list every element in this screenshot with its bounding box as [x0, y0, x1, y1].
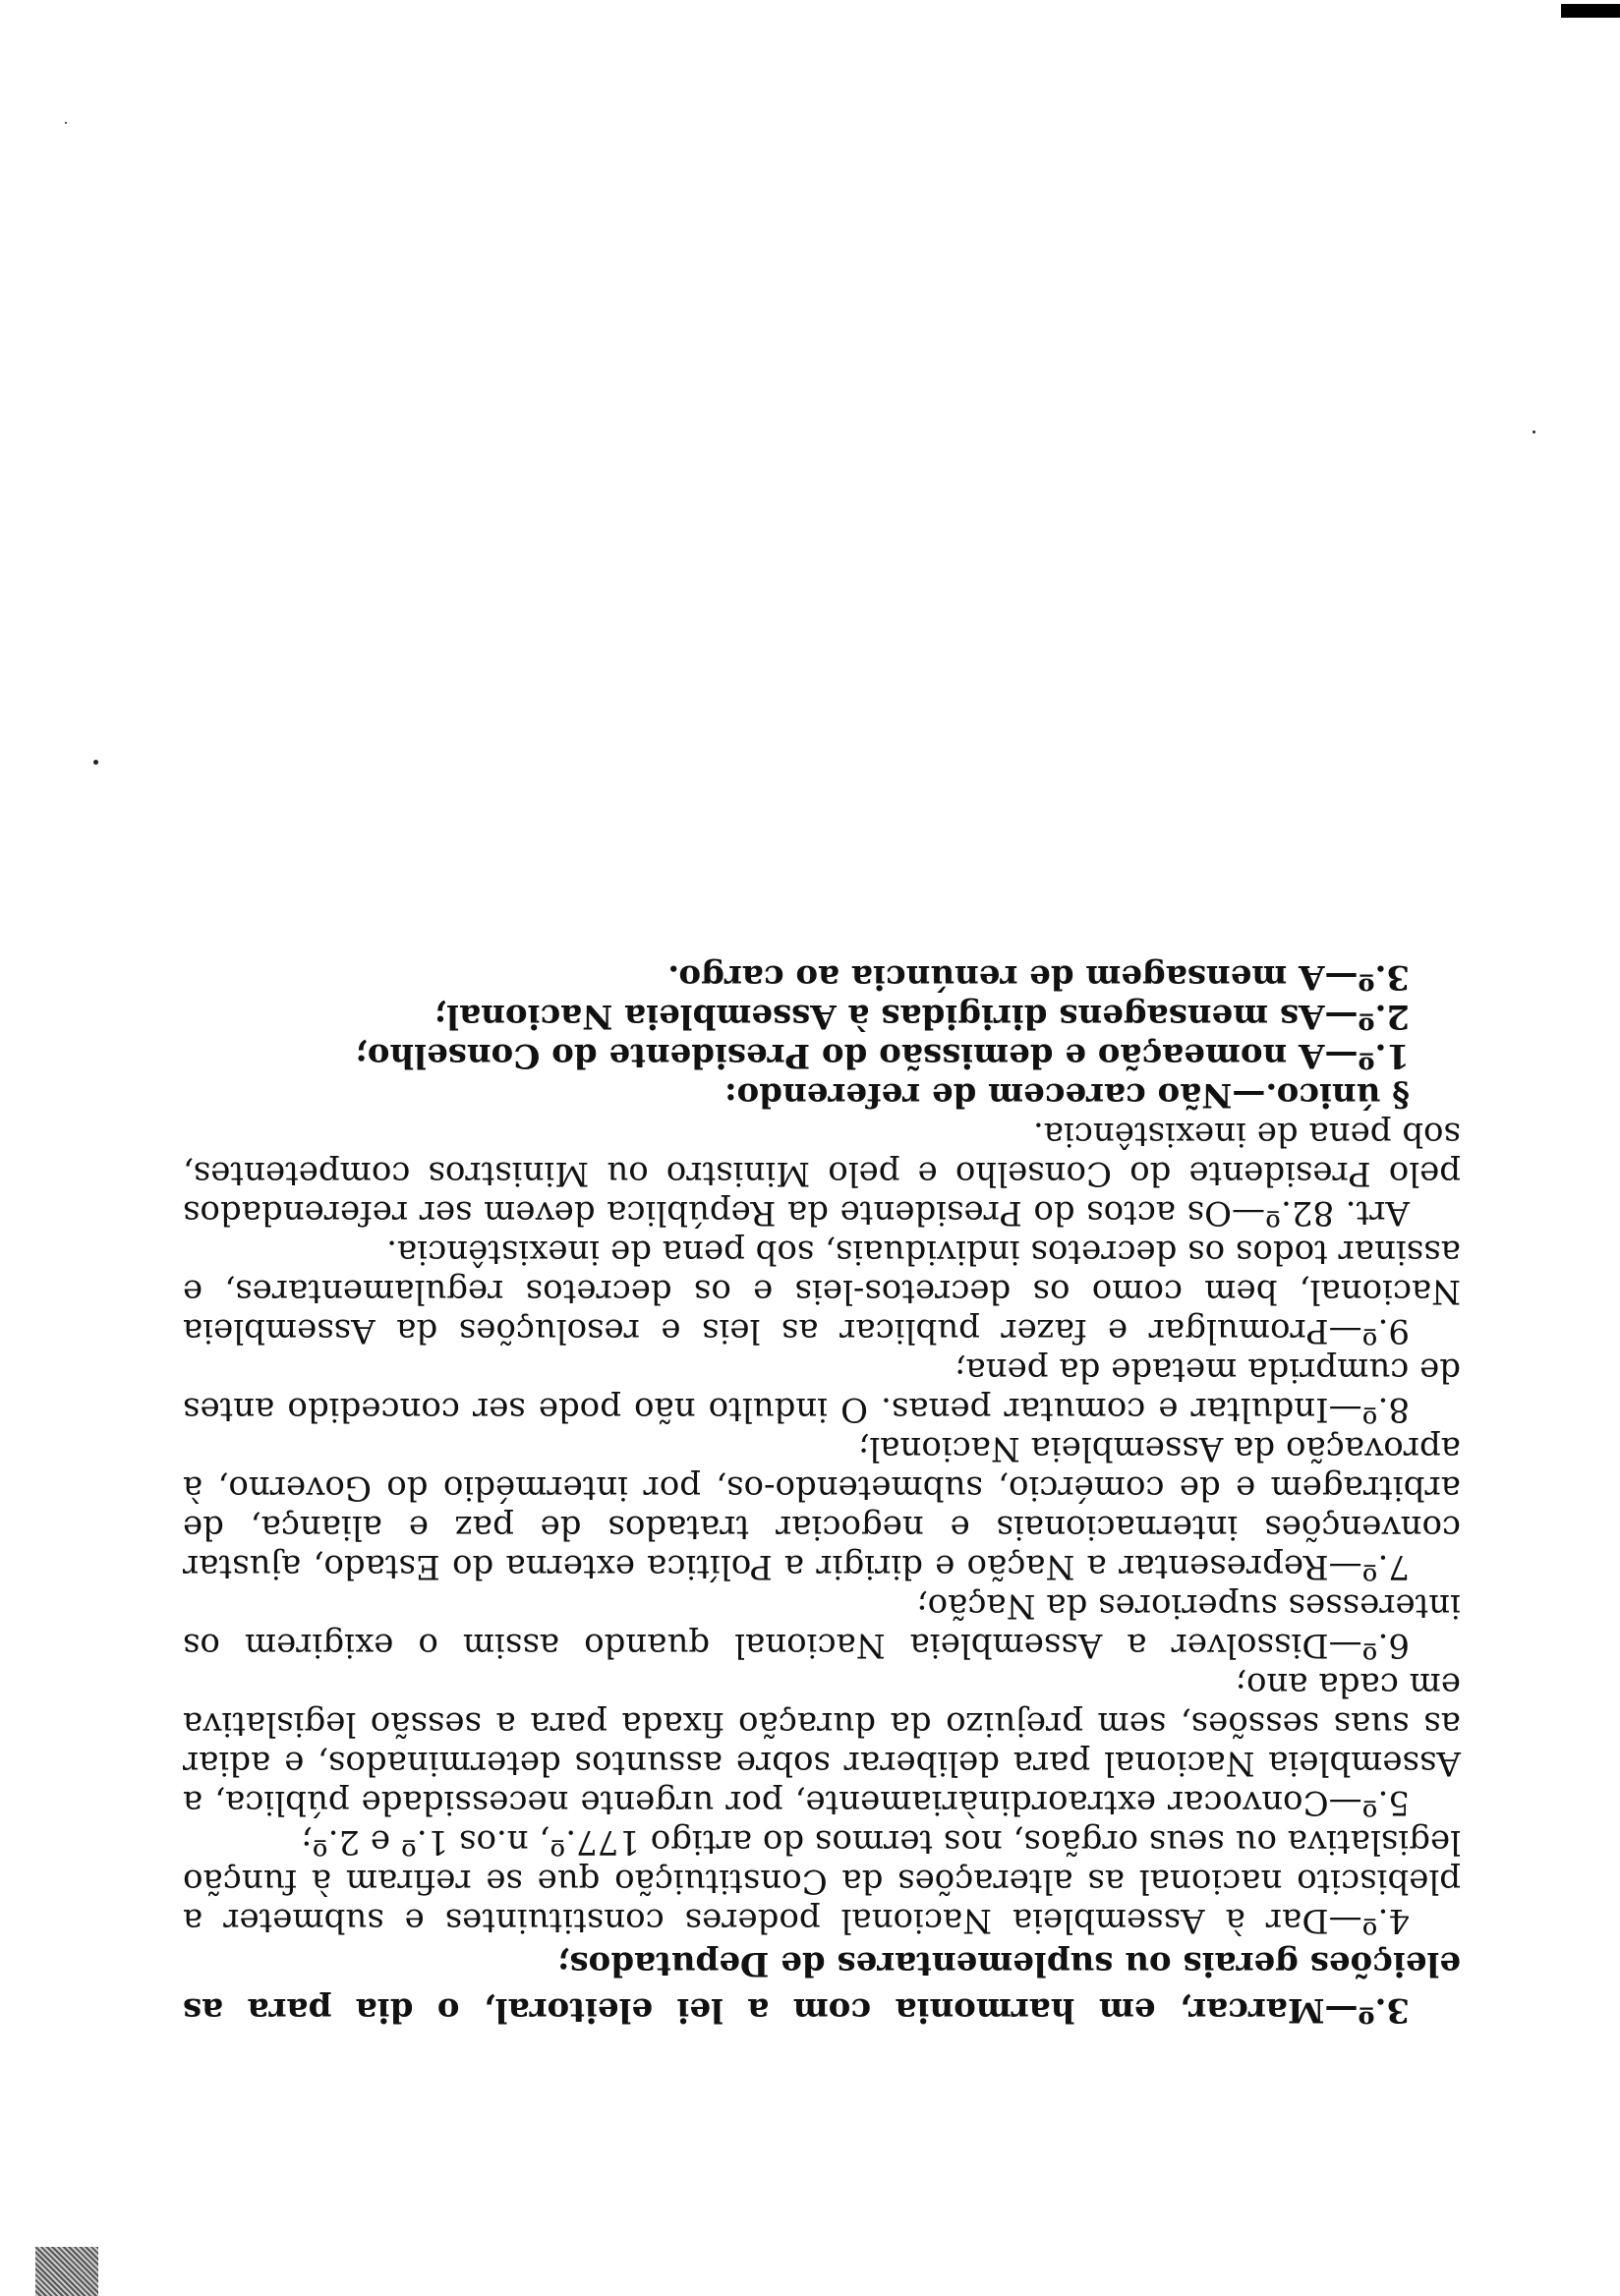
paragraph-item-8: 8.º—Indultar e comutar penas. O indulto não pode ser concedido antes de cumprida metade da pena; — [183, 1350, 1461, 1429]
scan-speck — [93, 760, 98, 765]
paragraph-item-6: 6.º—Dissolver a Assembleia Nacional quando assim o exigirem os interesses superiores da Nação; — [183, 1586, 1461, 1665]
scan-speck — [65, 122, 67, 124]
paragraph-item-9: 9.º—Promulgar e fazer publicar as leis e resoluções da Assembleia Nacional, bem como os decretos-leis e os decretos regulamentares, e assinar todos os decretos individuais, sob pena de inexistência. — [183, 1233, 1461, 1350]
document-body — [183, 957, 1461, 2033]
scan-edge-mark — [1561, 4, 1620, 18]
unico-item-1: 1.º—A nomeação e demissão do Presidente do Conselho; — [355, 1036, 1410, 1075]
unico-item-2: 2.º—As mensagens dirigidas à Assembleia Nacional; — [434, 997, 1410, 1036]
paragraph-unico: § único.—Não carecem de referendo: — [724, 1075, 1410, 1115]
paragraph-item-5: 5.º—Convocar extraordinàriamente, por urgente necessidade pública, a Assembleia Nacional para deliberar sobre assuntos determinados, e adiar as suas sessões, sem prejuizo da duração fixada para a sessão legislativa em cada ano; — [183, 1665, 1461, 1822]
scan-corner-texture — [35, 2247, 98, 2296]
scan-speck — [1533, 430, 1535, 433]
unico-item-3: 3.º—A mensagem de renúncia ao cargo. — [667, 957, 1410, 997]
paragraph-item-7: 7.º—Representar a Nação e dirigir a Política externa do Estado, ajustar convenções internacionais e negociar tratados de paz e aliança, de arbitragem e de comércio, submetendo-os, por intermédio do Governo, à aprovação da Assembleia Nacional; — [183, 1429, 1461, 1586]
paragraph-item-4: 4.º—Dar à Assembleia Nacional poderes constituintes e submeter a plebiscito nacional as alterações da Constituição que se refiram à função legislativa ou seus orgãos, nos termos do artigo 177.º, n.os 1.º e 2.º; — [183, 1822, 1461, 1940]
paragraph-item-3: 3.º—Marcar, em harmonia com a lei eleitoral, o dia para as eleições gerais ou suplementares de Deputados; — [183, 1944, 1461, 2030]
article-82: Art. 82.º—Os actos do Presidente da República devem ser referendados pelo Presidente do Conselho e pelo Ministro ou Ministros competentes, sob pena de inexistência. — [183, 1115, 1461, 1233]
